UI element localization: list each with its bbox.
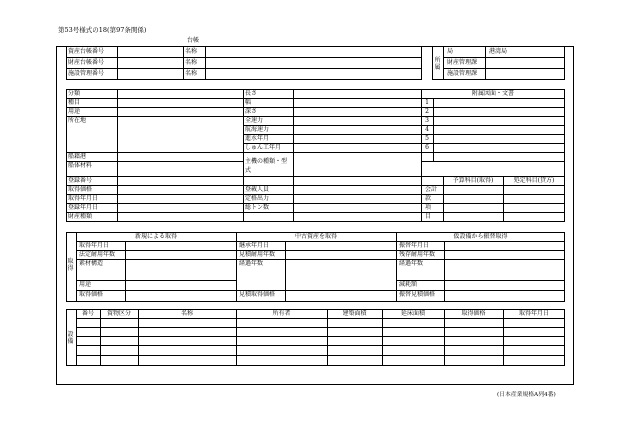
used-row-label: 継承年月日 (239, 242, 270, 249)
budget-row-label: 会計 (425, 186, 438, 193)
bureau-value: 港湾局 (489, 48, 508, 55)
transfer-row-label: 残存耐用年数 (399, 251, 436, 258)
transfer-row-label: 振替見積価格 (399, 291, 436, 298)
new-row-label: 取得価格 (79, 291, 104, 298)
equipment-header: 取得価格 (461, 310, 486, 317)
acquisition-table (66, 232, 565, 302)
depth-label: 深さ (245, 108, 258, 115)
equipment-header: 所有者 (272, 310, 291, 317)
length-label: 長さ (245, 90, 258, 97)
budget-acquire-header: 予算科目(取得) (452, 177, 494, 184)
asset-number-label: 資産台帳番号 (68, 48, 105, 55)
full-speed-label: 全速力 (245, 117, 264, 124)
property-type-label: 財産種類 (68, 213, 93, 220)
facility-section-label: 施設管理課 (447, 70, 478, 77)
equipment-side-label: 設備 (67, 331, 74, 345)
main-engine-label: 主機の種類・型式 (245, 158, 288, 174)
form-title: 第53号様式の18(第97条関係) (58, 26, 147, 34)
attachment-number: 2 (425, 108, 429, 115)
rated-output-label: 定格出力 (245, 195, 270, 202)
width-label: 幅 (245, 99, 252, 106)
bureau-label: 局 (447, 48, 454, 55)
budget-row-label: 項 (425, 204, 432, 211)
hull-material-label: 船体材料 (68, 162, 93, 169)
used-row-label: 見積取得価格 (239, 291, 276, 298)
used-acquisition-title: 中古資産を取得 (294, 233, 337, 240)
equipment-header: 番号 (81, 310, 94, 317)
new-row-label: 法定耐用年数 (79, 251, 116, 258)
attachment-number: 6 (425, 144, 429, 151)
property-number-label: 財産台帳番号 (68, 59, 105, 66)
port-of-registry-label: 船籍港 (68, 153, 87, 160)
location-label: 所在地 (68, 117, 87, 124)
registration-number-label: 登録番号 (68, 177, 93, 184)
ledger-label: 台帳 (187, 37, 200, 44)
equipment-header: 建築面積 (342, 310, 367, 317)
new-row-label: 用途 (79, 281, 92, 288)
name-label: 名称 (185, 48, 198, 55)
new-row-label: 素材構造 (79, 260, 104, 267)
property-section-label: 財産管理課 (447, 59, 478, 66)
budget-row-label: 目 (425, 213, 432, 220)
registration-date-label: 登録年月日 (68, 204, 99, 211)
attachment-number: 3 (425, 117, 429, 124)
used-row-label: 経過年数 (239, 260, 264, 267)
classification-label: 分類 (68, 90, 81, 97)
category-label: 種目 (68, 99, 81, 106)
completion-date-label: しゅん工年月 (245, 144, 282, 151)
transfer-row-label: 経過年数 (399, 260, 424, 267)
acquisition-price-label: 取得価格 (68, 186, 93, 193)
name-label: 名称 (185, 59, 198, 66)
capacity-label: 登載人員 (245, 186, 270, 193)
cruising-speed-label: 航海速力 (245, 126, 270, 133)
equipment-header: 資物区分 (106, 310, 131, 317)
launch-date-label: 進水年月 (245, 135, 270, 142)
facility-number-label: 施設管理番号 (68, 70, 105, 77)
used-row-label: 見積耐用年数 (239, 251, 276, 258)
usage-label: 用途 (68, 108, 81, 115)
equipment-header: 延床面積 (400, 310, 425, 317)
gross-tonnage-label: 総トン数 (245, 204, 270, 211)
affiliation-side-label: 所属 (434, 57, 441, 71)
budget-dispose-header: 処定科目(貸方) (513, 177, 555, 184)
name-label: 名称 (185, 70, 198, 77)
attachments-header: 附属図面・文書 (471, 90, 514, 97)
attachment-number: 5 (425, 135, 429, 142)
transfer-acquisition-title: 仮設備から振替取得 (453, 233, 508, 240)
attachment-number: 4 (425, 126, 429, 133)
new-row-label: 取得年月日 (79, 242, 110, 249)
new-acquisition-title: 新規による取得 (134, 233, 177, 240)
equipment-header: 名称 (180, 310, 193, 317)
equipment-header: 取得年月日 (518, 310, 549, 317)
transfer-row-label: 減耗額 (399, 281, 418, 288)
budget-row-label: 款 (425, 195, 432, 202)
acquisition-side-label: 取得 (67, 258, 74, 272)
attachment-number: 1 (425, 99, 429, 106)
transfer-row-label: 振替年月日 (399, 242, 430, 249)
top-left-box (66, 46, 422, 80)
footer-note: (日本産業規格A列4番) (497, 392, 556, 398)
acquisition-date-label: 取得年月日 (68, 195, 99, 202)
